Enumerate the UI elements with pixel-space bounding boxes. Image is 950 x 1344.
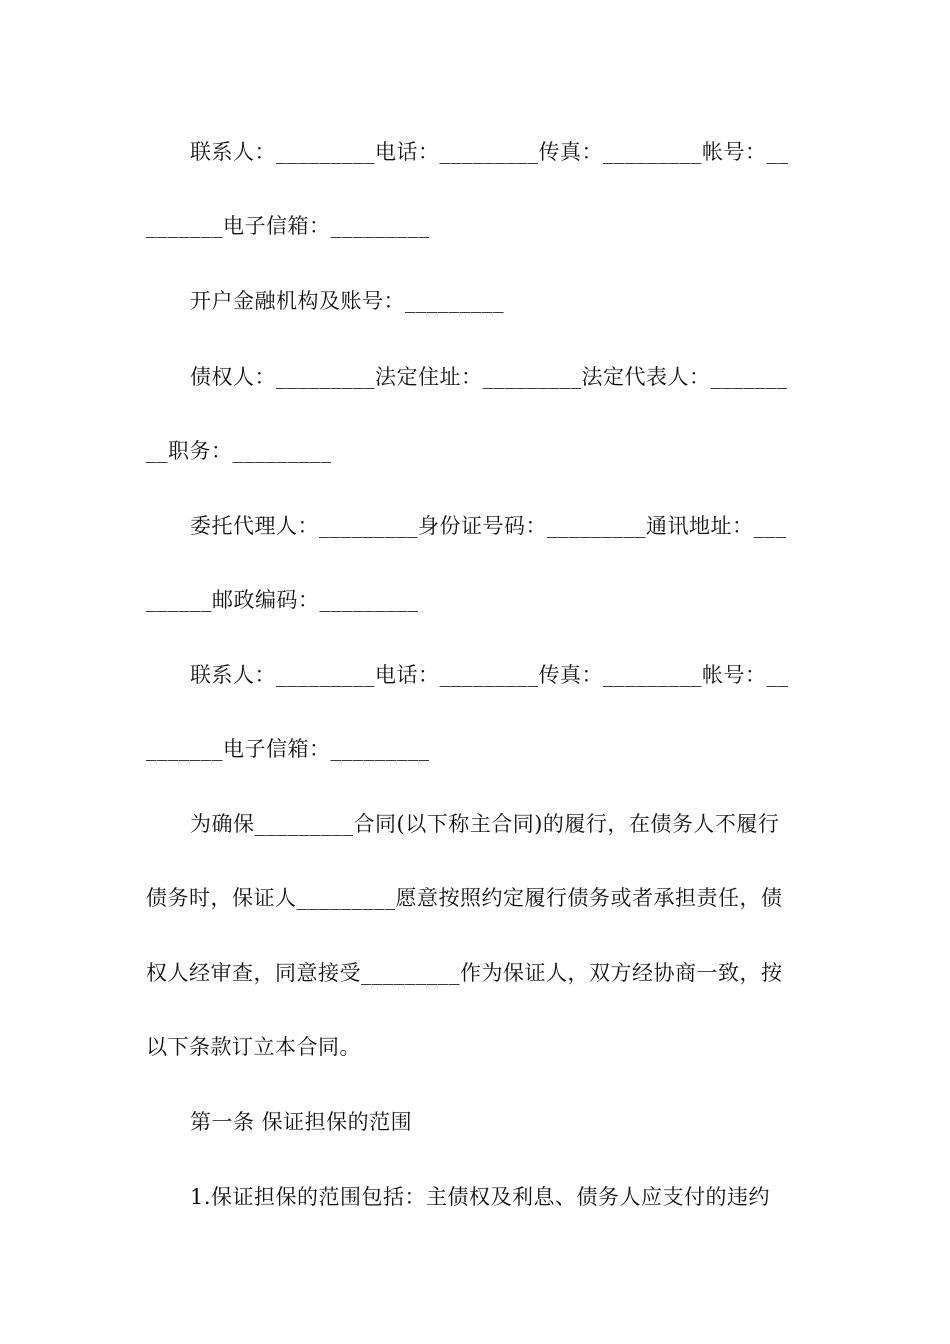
- creditor-email-line: _______电子信箱：_________: [146, 737, 430, 761]
- guarantor-contact-line: 联系人：_________电话：_________传真：_________帐号：__: [190, 140, 789, 164]
- agent-postcode-line: ______邮政编码：_________: [146, 588, 419, 612]
- creditor-contact-line: 联系人：_________电话：_________传真：_________帐号：__: [190, 663, 789, 687]
- agent-info-line: 委托代理人：_________身份证号码：_________通讯地址：___: [190, 514, 787, 538]
- article-1-clause-1: 1.保证担保的范围包括：主债权及利息、债务人应支付的违约: [190, 1185, 771, 1209]
- preamble-line-1: 为确保_________合同(以下称主合同)的履行，在债务人不履行: [190, 812, 780, 836]
- guarantor-bank-account-line: 开户金融机构及账号：_________: [190, 289, 504, 313]
- creditor-position-line: __职务：_________: [146, 439, 332, 463]
- guarantor-email-line: _______电子信箱：_________: [146, 214, 430, 238]
- preamble-line-4: 以下条款订立本合同。: [146, 1035, 361, 1059]
- article-1-heading: 第一条 保证担保的范围: [190, 1110, 413, 1134]
- preamble-line-2: 债务时，保证人_________愿意按照约定履行债务或者承担责任，债: [146, 886, 783, 910]
- preamble-line-3: 权人经审查，同意接受_________作为保证人，双方经协商一致，按: [146, 961, 783, 985]
- creditor-info-line: 债权人：_________法定住址：_________法定代表人：_______: [190, 365, 788, 389]
